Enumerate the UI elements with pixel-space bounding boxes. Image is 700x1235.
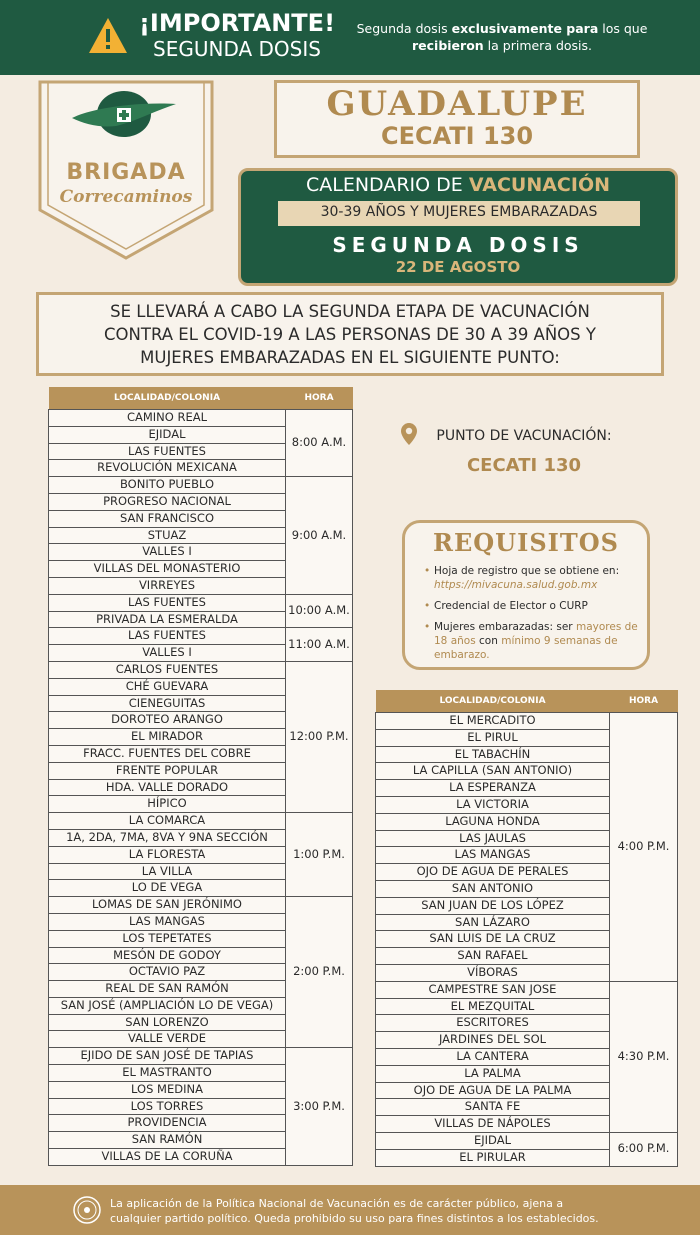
locality-cell: REAL DE SAN RAMÓN	[49, 981, 286, 998]
locality-cell: LA VICTORIA	[376, 796, 610, 813]
locality-header: LOCALIDAD/COLONIA	[376, 690, 610, 713]
requirements-list	[424, 564, 644, 669]
hour-header: HORA	[610, 690, 678, 713]
schedule-table-1	[48, 387, 353, 1166]
city-name: GUADALUPE	[326, 84, 588, 124]
locality-cell: ESCRITORES	[376, 1015, 610, 1032]
locality-cell: VIRREYES	[49, 577, 286, 594]
locality-cell: EL MEZQUITAL	[376, 998, 610, 1015]
brigade-title: BRIGADA	[66, 160, 186, 185]
locality-cell: EJIDAL	[49, 426, 286, 443]
hour-cell: 6:00 P.M.	[610, 1132, 678, 1166]
locality-cell: PROGRESO NACIONAL	[49, 493, 286, 510]
footer-disclaimer: La aplicación de la Política Nacional de Vacunación es de carácter público, ajena a cualquier partido político. Queda prohibido su uso para fines distintos a los establecidos.	[110, 1197, 599, 1225]
locality-cell: LA VILLA	[49, 863, 286, 880]
locality-cell: LAS FUENTES	[49, 628, 286, 645]
locality-cell: LAS MANGAS	[376, 847, 610, 864]
table-row	[376, 981, 678, 998]
locality-cell: REVOLUCIÓN MEXICANA	[49, 460, 286, 477]
locality-cell: LAS FUENTES	[49, 594, 286, 611]
locality-cell: SAN ANTONIO	[376, 880, 610, 897]
locality-cell: VILLAS DE NÁPOLES	[376, 1116, 610, 1133]
locality-cell: PROVIDENCIA	[49, 1115, 286, 1132]
locality-cell: OJO DE AGUA DE PERALES	[376, 864, 610, 881]
locality-cell: SAN LUIS DE LA CRUZ	[376, 931, 610, 948]
locality-cell: 1A, 2DA, 7MA, 8VA Y 9NA SECCIÓN	[49, 829, 286, 846]
locality-cell: SAN JOSÉ (AMPLIACIÓN LO DE VEGA)	[49, 997, 286, 1014]
locality-cell: CHÉ GUEVARA	[49, 678, 286, 695]
locality-cell: PRIVADA LA ESMERALDA	[49, 611, 286, 628]
intro-text: SE LLEVARÁ A CABO LA SEGUNDA ETAPA DE VACUNACIÓN CONTRA EL COVID-19 A LAS PERSONAS DE 30 A 39 AÑOS Y MUJERES EMBARAZADAS EN EL SIGUIENTE PUNTO:	[104, 302, 596, 367]
vaccination-point-name: CECATI 130	[466, 455, 582, 476]
hour-cell: 3:00 P.M.	[286, 1048, 353, 1166]
locality-cell: LOS MEDINA	[49, 1081, 286, 1098]
dose-label: SEGUNDA DOSIS	[332, 233, 584, 257]
calendar-title: CALENDARIO DE VACUNACIÓN	[305, 174, 610, 196]
locality-cell: EL TABACHÍN	[376, 746, 610, 763]
locality-cell: LOS TORRES	[49, 1098, 286, 1115]
vaccination-date: 22 DE AGOSTO	[395, 258, 521, 276]
requirement-id: • Credencial de Elector o CURP	[424, 599, 644, 613]
locality-cell: VÍBORAS	[376, 964, 610, 981]
locality-cell: EJIDO DE SAN JOSÉ DE TAPIAS	[49, 1048, 286, 1065]
locality-cell: EJIDAL	[376, 1132, 610, 1149]
locality-cell: OJO DE AGUA DE LA PALMA	[376, 1082, 610, 1099]
locality-cell: LAS MANGAS	[49, 913, 286, 930]
locality-cell: VALLES I	[49, 544, 286, 561]
table-row	[49, 897, 353, 914]
locality-cell: SANTA FE	[376, 1099, 610, 1116]
locality-cell: VALLE VERDE	[49, 1031, 286, 1048]
locality-cell: VILLAS DE LA CORUÑA	[49, 1149, 286, 1166]
locality-cell: SAN LÁZARO	[376, 914, 610, 931]
locality-cell: LO DE VEGA	[49, 880, 286, 897]
locality-cell: EL MERCADITO	[376, 713, 610, 730]
locality-cell: SAN FRANCISCO	[49, 510, 286, 527]
locality-cell: EL MASTRANTO	[49, 1065, 286, 1082]
important-heading: ¡IMPORTANTE!	[138, 9, 336, 37]
locality-cell: CARLOS FUENTES	[49, 661, 286, 678]
government-seal-icon	[72, 1195, 102, 1225]
registration-link[interactable]: https://mivacuna.salud.gob.mx	[434, 579, 598, 591]
locality-cell: CIENEGUITAS	[49, 695, 286, 712]
table-row	[376, 713, 678, 730]
locality-cell: EL PIRUL	[376, 729, 610, 746]
locality-cell: HDA. VALLE DORADO	[49, 779, 286, 796]
locality-cell: OCTAVIO PAZ	[49, 964, 286, 981]
locality-header: LOCALIDAD/COLONIA	[49, 387, 286, 410]
locality-cell: LAGUNA HONDA	[376, 813, 610, 830]
locality-cell: LA CAPILLA (SAN ANTONIO)	[376, 763, 610, 780]
second-dose-note: Segunda dosis exclusivamente para los que recibieron la primera dosis.	[356, 21, 648, 53]
locality-cell: FRACC. FUENTES DEL COBRE	[49, 745, 286, 762]
locality-cell: CAMPESTRE SAN JOSE	[376, 981, 610, 998]
hour-cell: 10:00 A.M.	[286, 594, 353, 628]
locality-cell: SAN RAFAEL	[376, 948, 610, 965]
requirements-title: REQUISITOS	[433, 528, 619, 557]
hour-cell: 1:00 P.M.	[286, 813, 353, 897]
locality-cell: HÍPICO	[49, 796, 286, 813]
requirement-registration: • Hoja de registro que se obtiene en: https://mivacuna.salud.gob.mx	[424, 564, 644, 592]
locality-cell: LA COMARCA	[49, 813, 286, 830]
table-row	[49, 410, 353, 427]
locality-cell: FRENTE POPULAR	[49, 762, 286, 779]
hour-header: HORA	[286, 387, 353, 410]
table-row	[49, 477, 353, 494]
table-row	[49, 594, 353, 611]
locality-cell: LAS JAULAS	[376, 830, 610, 847]
hour-cell: 4:30 P.M.	[610, 981, 678, 1132]
schedule-table-2	[375, 690, 678, 1167]
locality-cell: LA CANTERA	[376, 1048, 610, 1065]
locality-cell: VALLES I	[49, 645, 286, 662]
table-row	[49, 628, 353, 645]
locality-cell: EL PIRULAR	[376, 1149, 610, 1166]
locality-cell: EL MIRADOR	[49, 729, 286, 746]
hour-cell: 11:00 A.M.	[286, 628, 353, 662]
locality-cell: JARDINES DEL SOL	[376, 1032, 610, 1049]
locality-cell: LA PALMA	[376, 1065, 610, 1082]
locality-cell: STUAZ	[49, 527, 286, 544]
locality-cell: LOS TEPETATES	[49, 930, 286, 947]
hour-cell: 9:00 A.M.	[286, 477, 353, 595]
locality-cell: LA ESPERANZA	[376, 780, 610, 797]
brigade-subtitle: Correcaminos	[59, 187, 193, 207]
locality-cell: LOMAS DE SAN JERÓNIMO	[49, 897, 286, 914]
vaccination-point-label: PUNTO DE VACUNACIÓN:	[436, 428, 612, 444]
locality-cell: CAMINO REAL	[49, 410, 286, 427]
locality-cell: VILLAS DEL MONASTERIO	[49, 561, 286, 578]
group-label: 30-39 AÑOS Y MUJERES EMBARAZADAS	[320, 204, 598, 220]
table-row	[49, 661, 353, 678]
table-row	[49, 813, 353, 830]
warning-icon	[88, 16, 128, 56]
locality-cell: SAN JUAN DE LOS LÓPEZ	[376, 897, 610, 914]
hour-cell: 8:00 A.M.	[286, 410, 353, 477]
locality-cell: MESÓN DE GODOY	[49, 947, 286, 964]
second-dose-heading: SEGUNDA DOSIS	[153, 37, 321, 61]
requirement-pregnant: • Mujeres embarazadas: ser mayores de 18 años con mínimo 9 semanas de embarazo.	[424, 620, 644, 662]
table-row	[49, 1048, 353, 1065]
locality-cell: LAS FUENTES	[49, 443, 286, 460]
locality-cell: LA FLORESTA	[49, 846, 286, 863]
hour-cell: 2:00 P.M.	[286, 897, 353, 1048]
site-name: CECATI 130	[380, 122, 534, 150]
locality-cell: DOROTEO ARANGO	[49, 712, 286, 729]
locality-cell: BONITO PUEBLO	[49, 477, 286, 494]
locality-cell: SAN RAMÓN	[49, 1132, 286, 1149]
table-row	[376, 1132, 678, 1149]
hour-cell: 4:00 P.M.	[610, 713, 678, 982]
locality-cell: SAN LORENZO	[49, 1014, 286, 1031]
hour-cell: 12:00 P.M.	[286, 661, 353, 812]
